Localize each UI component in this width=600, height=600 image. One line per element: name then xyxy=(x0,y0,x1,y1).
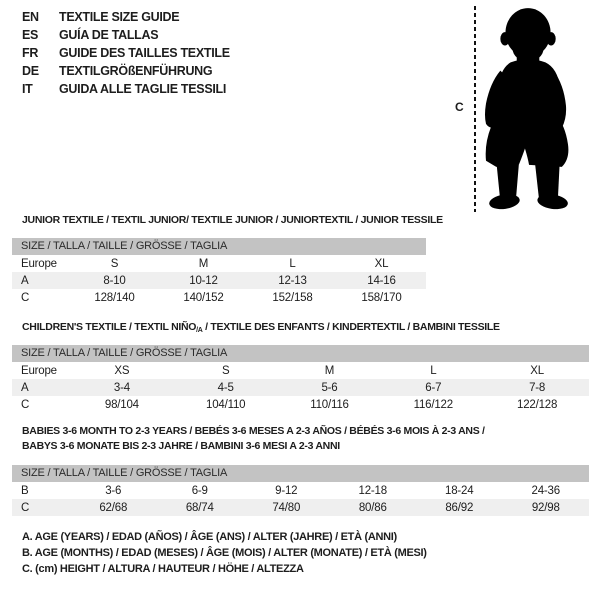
language-code: IT xyxy=(22,82,33,96)
legend-footnotes xyxy=(22,529,427,577)
value-cell: 80/86 xyxy=(358,501,387,514)
language-row-de xyxy=(22,62,230,80)
value-cell: 140/152 xyxy=(183,291,224,304)
table-row-age xyxy=(12,272,426,289)
value-cell: 68/74 xyxy=(185,501,214,514)
value-cell: 3-6 xyxy=(105,484,122,497)
value-cell: 4-5 xyxy=(217,381,234,394)
row-label: A xyxy=(21,274,29,287)
footnote-height: C. (cm) HEIGHT / ALTURA / HAUTEUR / HÖHE / ALTEZZA xyxy=(22,563,304,575)
size-header-band: SIZE / TALLA / TAILLE / GRÖSSE / TAGLIA xyxy=(12,345,589,362)
language-code: ES xyxy=(22,28,39,42)
size-cell: L xyxy=(430,364,437,377)
language-label: TEXTILGRÖßENFÜHRUNG xyxy=(59,64,213,78)
language-label: GUIDA ALLE TAGLIE TESSILI xyxy=(59,82,227,96)
language-row-es xyxy=(22,26,230,44)
value-cell: 9-12 xyxy=(275,484,298,497)
table-row-height xyxy=(12,396,589,413)
row-label: Europe xyxy=(21,364,57,377)
value-cell: 152/158 xyxy=(272,291,313,304)
babies-title-line2: BABYS 3-6 MONATE BIS 2-3 JAHRE / BAMBINI 3-6 MESI A 2-3 ANNI xyxy=(22,440,340,452)
size-cell: XL xyxy=(374,257,389,270)
language-legend xyxy=(22,8,230,98)
size-header-band: SIZE / TALLA / TAILLE / GRÖSSE / TAGLIA xyxy=(12,238,426,255)
size-cell: L xyxy=(289,257,296,270)
junior-size-table xyxy=(12,238,426,306)
value-cell: 12-13 xyxy=(278,274,307,287)
row-label: Europe xyxy=(21,257,57,270)
row-label: A xyxy=(21,381,29,394)
language-row-it xyxy=(22,80,230,98)
language-label: GUIDE DES TAILLES TEXTILE xyxy=(59,46,230,60)
table-row-height xyxy=(12,289,426,306)
value-cell: 86/92 xyxy=(445,501,474,514)
value-cell: 10-12 xyxy=(189,274,218,287)
row-label: B xyxy=(21,484,29,497)
value-cell: 158/170 xyxy=(361,291,402,304)
value-cell: 14-16 xyxy=(367,274,396,287)
toddler-silhouette-icon xyxy=(481,5,573,212)
children-table-title xyxy=(22,321,500,334)
table-row-age xyxy=(12,379,589,396)
value-cell: 18-24 xyxy=(445,484,474,497)
size-cell: M xyxy=(324,364,335,377)
language-code: DE xyxy=(22,64,39,78)
value-cell: 5-6 xyxy=(321,381,338,394)
size-cell: S xyxy=(221,364,230,377)
footnote-age-months: B. AGE (MONTHS) / EDAD (MESES) / ÂGE (MOIS) / ALTER (MONATE) / ETÀ (MESI) xyxy=(22,547,427,559)
value-cell: 98/104 xyxy=(104,398,139,411)
language-row-en xyxy=(22,8,230,26)
size-cell: XS xyxy=(114,364,130,377)
table-row-months xyxy=(12,482,589,499)
row-label: C xyxy=(21,501,30,514)
value-cell: 122/128 xyxy=(517,398,558,411)
value-cell: 12-18 xyxy=(358,484,387,497)
height-measure-label: C xyxy=(455,100,464,114)
language-row-fr xyxy=(22,44,230,62)
language-code: EN xyxy=(22,10,39,24)
babies-title-line1: BABIES 3-6 MONTH TO 2-3 YEARS / BEBÉS 3-6 MESES A 2-3 AÑOS / BÉBÉS 3-6 MOIS À 2-3 ANS / xyxy=(22,425,485,437)
value-cell: 104/110 xyxy=(206,398,246,411)
row-label: C xyxy=(21,398,30,411)
children-title-main: CHILDREN'S TEXTILE / TEXTIL NIÑO xyxy=(22,321,197,333)
table-row-height xyxy=(12,499,589,516)
junior-table-title: JUNIOR TEXTILE / TEXTIL JUNIOR/ TEXTILE JUNIOR / JUNIORTEXTIL / JUNIOR TESSILE xyxy=(22,214,443,226)
children-title-rest: / TEXTILE DES ENFANTS / KINDERTEXTIL / BAMBINI TESSILE xyxy=(202,321,500,333)
babies-table-title xyxy=(22,424,485,454)
value-cell: 6-9 xyxy=(191,484,208,497)
table-row-europe xyxy=(12,362,589,379)
language-label: GUÍA DE TALLAS xyxy=(59,28,159,42)
value-cell: 92/98 xyxy=(531,501,560,514)
size-cell: M xyxy=(198,257,209,270)
children-title-subscript: /A xyxy=(196,327,203,334)
size-cell: XL xyxy=(530,364,544,377)
footnote-age-years: A. AGE (YEARS) / EDAD (AÑOS) / ÂGE (ANS) / ALTER (JAHRE) / ETÀ (ANNI) xyxy=(22,531,397,543)
value-cell: 3-4 xyxy=(113,381,130,394)
babies-size-table xyxy=(12,465,589,516)
value-cell: 116/122 xyxy=(413,398,453,411)
value-cell: 8-10 xyxy=(103,274,126,287)
value-cell: 24-36 xyxy=(531,484,560,497)
value-cell: 74/80 xyxy=(272,501,301,514)
children-size-table xyxy=(12,345,589,413)
language-label: TEXTILE SIZE GUIDE xyxy=(59,10,180,24)
value-cell: 110/116 xyxy=(310,398,349,411)
size-cell: S xyxy=(110,257,119,270)
value-cell: 62/68 xyxy=(99,501,128,514)
table-row-europe xyxy=(12,255,426,272)
language-code: FR xyxy=(22,46,39,60)
value-cell: 7-8 xyxy=(529,381,546,394)
size-header-band: SIZE / TALLA / TAILLE / GRÖSSE / TAGLIA xyxy=(12,465,589,482)
height-measure-dashed-line xyxy=(474,6,476,212)
row-label: C xyxy=(21,291,30,304)
value-cell: 6-7 xyxy=(425,381,442,394)
value-cell: 128/140 xyxy=(94,291,135,304)
